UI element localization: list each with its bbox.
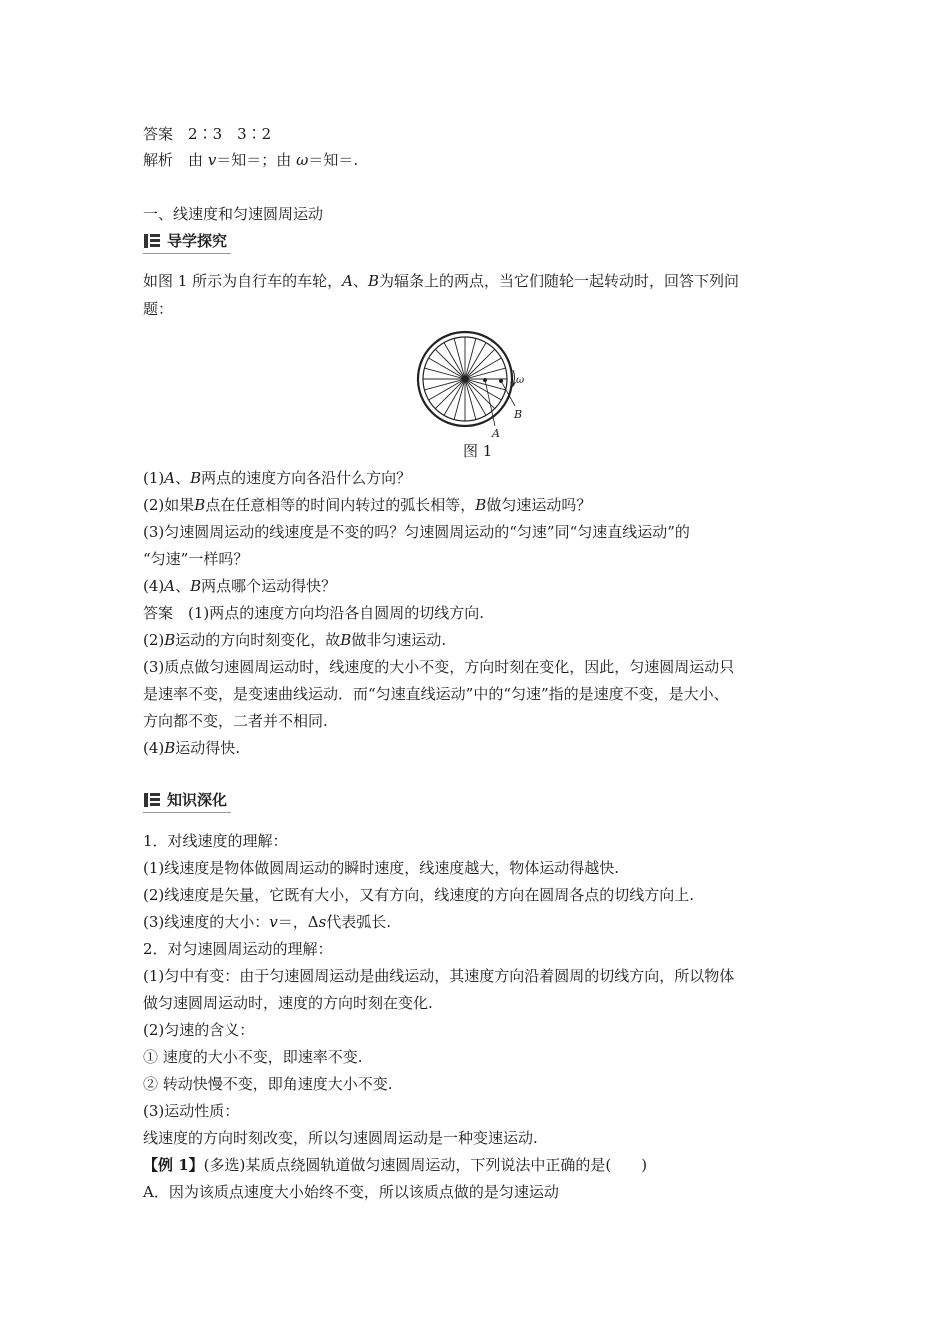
answer-2-label: 答案 <box>143 604 174 622</box>
intro-text-a: 如图 1 所示为自行车的车轮， <box>143 272 343 290</box>
wheel-hub <box>462 376 468 382</box>
analysis-line <box>143 149 358 171</box>
question-3-line-2: “匀速”一样吗？ <box>143 550 249 568</box>
k13-text: 代表弧长. <box>326 913 392 931</box>
answer-2-a1: (1)两点的速度方向均沿各自圆周的切线方向. <box>188 604 485 622</box>
answer-label: 答案 <box>143 125 174 143</box>
question-3-line-1: (3)匀速圆周运动的线速度是不变的吗？匀速圆周运动的“匀速”同“匀速直线运动”的 <box>143 523 690 541</box>
knowledge-1-2: (2)线速度是矢量，它既有大小，又有方向，线速度的方向在圆周各点的切线方向上. <box>143 886 695 904</box>
answer-line-1 <box>143 123 271 145</box>
answer-2-a3-line-1: (3)质点做匀速圆周运动时，线速度的大小不变，方向时刻在变化，因此，匀速圆周运动只 <box>143 658 735 676</box>
a2-point-b-2: B <box>340 631 352 649</box>
knowledge-2-3-text: 线速度的方向时刻改变，所以匀速圆周运动是一种变速运动. <box>143 1129 538 1147</box>
wheel-diagram <box>415 329 541 449</box>
badge-label: 导学探究 <box>167 232 228 250</box>
q1-point-b: B <box>190 469 202 487</box>
q4-point-b: B <box>190 577 202 595</box>
analysis-text-3: ＝知＝. <box>308 151 359 169</box>
question-4 <box>143 575 336 597</box>
answer-2-a4 <box>143 737 240 759</box>
a2-text: 做非匀速运动. <box>351 631 447 649</box>
q4-number: (4) <box>143 577 165 595</box>
answer-2-a3-line-3: 方向都不变，二者并不相同. <box>143 712 328 730</box>
q4-point-a: A <box>164 577 176 595</box>
figure-label-b: B <box>514 408 523 421</box>
example-1-line <box>143 1154 647 1176</box>
intro-text-b: 为辐条上的两点，当它们随轮一起转动时，回答下列问 <box>378 272 739 290</box>
badge-label: 知识深化 <box>167 791 228 809</box>
q2-text-mid: 点在任意相等的时间内转过的弧长相等， <box>205 496 476 514</box>
q2-number: (2)如果 <box>143 496 195 514</box>
knowledge-2-1-line-1: (1)匀中有变：由于匀速圆周运动是曲线运动，其速度方向沿着圆周的切线方向，所以物体 <box>143 967 735 985</box>
section-title: 一、线速度和匀速圆周运动 <box>143 205 324 223</box>
knowledge-2-2-a: ① 速度的大小不变，即速率不变. <box>143 1048 363 1066</box>
figure-label-a: A <box>492 427 500 440</box>
section-badge-knowledge <box>143 787 233 813</box>
knowledge-1-3 <box>143 911 391 933</box>
figure-caption: 图 1 <box>463 442 493 460</box>
rotation-arrow-icon <box>513 370 515 385</box>
knowledge-1-1: (1)线速度是物体做圆周运动的瞬时速度，线速度越大，物体运动得越快. <box>143 859 620 877</box>
example-text: (多选)某质点绕圆轨道做匀速圆周运动，下列说法中正确的是( ) <box>203 1156 648 1174</box>
k13-s: s <box>318 913 327 931</box>
intro-line-1 <box>143 270 739 292</box>
q1-sep: 、 <box>175 469 191 487</box>
answer-2-line-1 <box>143 602 484 624</box>
badge-underline <box>143 253 231 254</box>
question-2 <box>143 494 591 516</box>
analysis-label: 解析 <box>143 151 174 169</box>
k13-mid: ＝，Δ <box>277 913 319 931</box>
k13-v: v <box>269 913 278 931</box>
knowledge-1: 1．对线速度的理解： <box>143 832 288 850</box>
a4-text: 运动得快. <box>175 739 241 757</box>
intro-sep: 、 <box>352 272 368 290</box>
section-badge-guided-inquiry <box>143 228 233 254</box>
symbol-v: v <box>207 151 217 169</box>
answer-value: 2∶3 3∶2 <box>188 125 272 143</box>
a2-point-b: B <box>164 631 176 649</box>
q2-point-b-2: B <box>475 496 487 514</box>
knowledge-2: 2．对匀速圆周运动的理解： <box>143 940 333 958</box>
q1-point-a: A <box>164 469 176 487</box>
analysis-text-2: ＝知＝；由 <box>216 151 297 169</box>
bicycle-wheel-figure <box>415 329 541 449</box>
q4-text: 两点哪个运动得快？ <box>201 577 337 595</box>
k13-pre: (3)线速度的大小： <box>143 913 270 931</box>
a2-number: (2) <box>143 631 165 649</box>
knowledge-2-2: (2)匀速的含义： <box>143 1021 255 1039</box>
question-1 <box>143 467 411 489</box>
example-option-a: A．因为该质点速度大小始终不变，所以该质点做的是匀速运动 <box>143 1183 559 1201</box>
list-icon <box>144 234 160 248</box>
knowledge-2-1-line-2: 做匀速圆周运动时，速度的方向时刻在变化. <box>143 994 433 1012</box>
q2-point-b: B <box>194 496 206 514</box>
list-icon <box>144 793 160 807</box>
q1-number: (1) <box>143 469 165 487</box>
q4-sep: 、 <box>175 577 191 595</box>
example-label: 【例 1】 <box>143 1156 204 1174</box>
a4-point-b: B <box>164 739 176 757</box>
intro-line-2: 题： <box>143 300 174 318</box>
symbol-omega: ω <box>296 151 309 169</box>
omega-label: ω <box>516 375 525 386</box>
answer-2-a3-line-2: 是速率不变，是变速曲线运动．而“匀速直线运动”中的“匀速”指的是速度不变，是大小、 <box>143 685 729 703</box>
knowledge-2-3: (3)运动性质： <box>143 1102 240 1120</box>
a4-number: (4) <box>143 739 165 757</box>
knowledge-2-2-b: ② 转动快慢不变，即角速度大小不变. <box>143 1075 393 1093</box>
point-a-label: A <box>342 272 353 290</box>
answer-2-line-2 <box>143 629 446 651</box>
analysis-text-1: 由 <box>188 151 208 169</box>
point-b-label: B <box>367 272 379 290</box>
a2-text-mid: 运动的方向时刻变化，故 <box>175 631 341 649</box>
badge-underline <box>143 812 231 813</box>
q2-text: 做匀速运动吗？ <box>486 496 592 514</box>
q1-text: 两点的速度方向各沿什么方向？ <box>201 469 412 487</box>
